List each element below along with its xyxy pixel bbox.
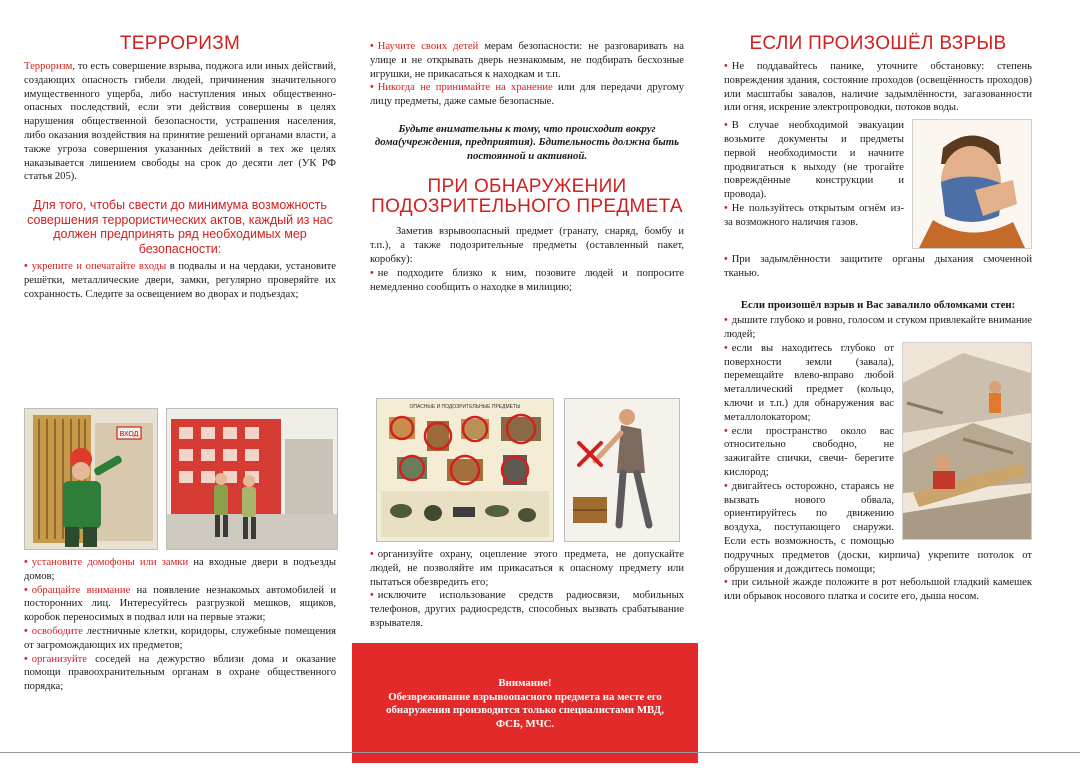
tip-text: или для передачи другому лицу предметы, даже самые безопасные. (370, 82, 684, 108)
illustration-patrol-building (166, 408, 338, 550)
tip-intercom (24, 556, 336, 584)
tip-highlight: Никогда не принимайте на хранение (377, 82, 553, 94)
bottom-divider (0, 752, 1080, 753)
tip-highlight: Научите своих детей (377, 41, 479, 52)
illustration-sealed-door (24, 408, 158, 550)
tip-text: двигайтесь осторожно, стараясь не вызвать нового обвала, ориентируйтесь по движению воздуха, поступающего снаружи. Если есть возможность, с помощью подручных предметов (доски, кирпича) укрепите потолок от обрушения и дождитесь помощи; (724, 480, 1032, 575)
tip-secure-entrances (24, 260, 336, 301)
warning-box (352, 643, 698, 763)
bullet-icon: • (370, 82, 374, 94)
tip-text: мерам безопасности: не разговаривать на улице и не открывать дверь незнакомым, не подбирать бесхозные игрушки, не прикасаться к находкам и т.п. (370, 41, 684, 80)
bullet-icon: • (24, 261, 28, 273)
bullet-icon: • (24, 557, 28, 568)
bullet-icon: • (724, 254, 728, 266)
tip-text: соседей на дежурство вблизи дома и оказание помощи правоохранительным органам в охране общественного порядка; (24, 653, 336, 693)
tip-text: на входные двери в подъезды домов; (24, 557, 336, 582)
bullet-icon: • (370, 549, 374, 560)
terrorism-definition (24, 60, 336, 184)
tip-text: если вы находитесь глубоко от поверхности земли (завала), перемещайте влево-вправо любой металлический предмет (кольцо, ключи и т.п.) для обнаружения вас металлолокатором; (724, 342, 894, 423)
tip-clear-stairs (24, 625, 336, 653)
tip-watch-strangers (24, 584, 336, 625)
trapped-subtitle: Если произошёл взрыв и Вас завалило обломками стен: (740, 298, 1016, 311)
tip-text: При задымлённости защитите органы дыхания смоченной тканью. (724, 254, 1032, 279)
poster-suspicious-objects (376, 398, 554, 542)
bullet-icon: • (24, 625, 28, 637)
bullet-icon: • (24, 584, 28, 596)
column-terrorism-lower (24, 556, 336, 694)
tip-thirst (724, 576, 1032, 604)
tip-highlight: установите домофоны или замки (31, 557, 189, 568)
warning-text: Обезвреживание взрывоопасного предмета на месте его обнаружения производится только специалистами МВД, ФСБ, МЧС. (386, 690, 664, 730)
tip-text: дышите глубоко и ровно, голосом и стуком привлекайте внимание людей; (724, 315, 1032, 341)
tip-organize-neighbors (24, 653, 336, 694)
tip-highlight: организуйте (31, 653, 87, 665)
bullet-icon: • (724, 60, 728, 72)
safety-call: Для того, чтобы свести до минимума возможность совершения террористических актов, каждый из нас должен предпринять ряд необходимых мер безопасности: (27, 198, 333, 256)
tip-highlight: обращайте внимание (31, 584, 131, 596)
bullet-icon: • (724, 120, 728, 132)
bullet-icon: • (724, 480, 728, 492)
bullet-icon: • (724, 315, 728, 327)
tip-never-store (370, 81, 684, 109)
bullet-icon: • (724, 202, 728, 214)
suspicious-object-title: ПРИ ОБНАРУЖЕНИИ ПОДОЗРИТЕЛЬНОГО ПРЕДМЕТА (371, 176, 683, 218)
bullet-icon: • (370, 41, 374, 52)
tip-highlight: укрепите и опечатайте входы (31, 261, 167, 273)
tip-teach-children (370, 40, 684, 81)
vigilance-note: Будьте внимательны к тому, что происходит вокруг дома(учреждения, предприятия). Бдительность должна быть постоянной и активной. (374, 122, 680, 162)
column-suspicious-object (370, 40, 684, 294)
terrorism-term: Терроризм (24, 60, 73, 72)
column-terrorism (24, 0, 336, 302)
tip-no-panic (724, 60, 1032, 115)
tip-text: при сильной жажде положите в рот небольшой гладкий камешек или обрывок носового платка и сосите его, дыша носом. (724, 577, 1032, 603)
suspicious-intro: Заметив взрывоопасный предмет (гранату, снаряд, бомбу и т.п.), а также подозрительные предметы (оставленный пакет, коробку): (370, 226, 684, 265)
bullet-icon: • (24, 653, 28, 665)
illustration-woman-do-not-touch (564, 398, 680, 542)
column-suspicious-object-lower (370, 548, 684, 631)
tip-do-not-approach (370, 267, 684, 295)
tip-text: Не поддавайтесь панике, уточните обстановку: степень повреждения здания, состояние проходов (освещённость проходов) или масштабы завалов, наличие задымлённости, загазованности или огня, искрение электропроводки, потоков воды. (724, 60, 1032, 114)
tip-text: организуйте охрану, оцепление этого предмета, не допускайте людей, не позволяйте им прикасаться к опасному предмету или пытаться обезвредить его; (370, 549, 684, 588)
explosion-title: ЕСЛИ ПРОИЗОШЁЛ ВЗРЫВ (749, 33, 1007, 54)
bullet-icon: • (724, 577, 728, 589)
bullet-icon: • (370, 267, 374, 279)
tip-text: исключите использование средств радиосвязи, мобильных телефонов, других радиосредств, способных вызвать срабатывание взрывателя. (370, 590, 684, 629)
tip-text: лестничные клетки, коридоры, служебные помещения от загромождающих их предметов; (24, 625, 336, 651)
column-explosion (724, 0, 1032, 604)
illustration-rubble-rescue (902, 342, 1032, 540)
illustration-man-covering-face (912, 119, 1032, 249)
bullet-icon: • (724, 342, 728, 354)
bullet-icon: • (370, 590, 374, 602)
tip-breathe (724, 314, 1032, 342)
bullet-icon: • (724, 425, 728, 437)
tip-text: Не пользуйтесь открытым огнём из-за возможного наличия газов. (724, 202, 904, 228)
terrorism-definition-text: , то есть совершение взрыва, поджога или иных действий, создающих опасность гибели людей, причинения значительного имущественного ущерба, либо наступления иных общественно-опасных последствий, если эти действия совершены в целях нарушения общественной безопасности, устрашения населения, либо оказания воздействия на принятие решений органами власти, а также угроза совершения указанных действий в тех же целях наказывается лишением свободы на срок до десяти лет (УК РФ статья 205). (24, 60, 336, 183)
tip-text: если пространство около вас относительно свободно, не зажигайте спички, свечи- берегите кислород; (724, 425, 894, 478)
tip-text: на появление незнакомых автомобилей и посторонних лиц. Интересуйтесь разгрузкой мешков, ящиков, коробок переносимых в подвал или на первые этажи; (24, 584, 336, 624)
tip-smoke (724, 253, 1032, 281)
tip-no-radio (370, 589, 684, 630)
tip-cordon-off (370, 548, 684, 589)
poster-caption: ОПАСНЫЕ И ПОДОЗРИТЕЛЬНЫЕ ПРЕДМЕТЫ (409, 404, 521, 410)
warning-title: Внимание! (498, 677, 552, 689)
tip-text: В случае необходимой эвакуации возьмите документы и предметы первой необходимости и начните продвигаться к выходу (не трогайте повреждённые конструкции и провода). (724, 120, 904, 201)
terrorism-title: ТЕРРОРИЗМ (119, 33, 241, 54)
tip-text: в подвалы и на чердаки, установите решётки, металлические двери, замки, регулярно проверяйте их сохранность. Следите за освещением во дворах и подъездах; (24, 261, 336, 300)
tip-highlight: освободите (31, 625, 83, 637)
door-sign-label: ВХОД (119, 431, 139, 438)
tip-text: не подходите близко к ним, позовите людей и попросите немедленно сообщить о находке в милицию; (370, 267, 684, 293)
